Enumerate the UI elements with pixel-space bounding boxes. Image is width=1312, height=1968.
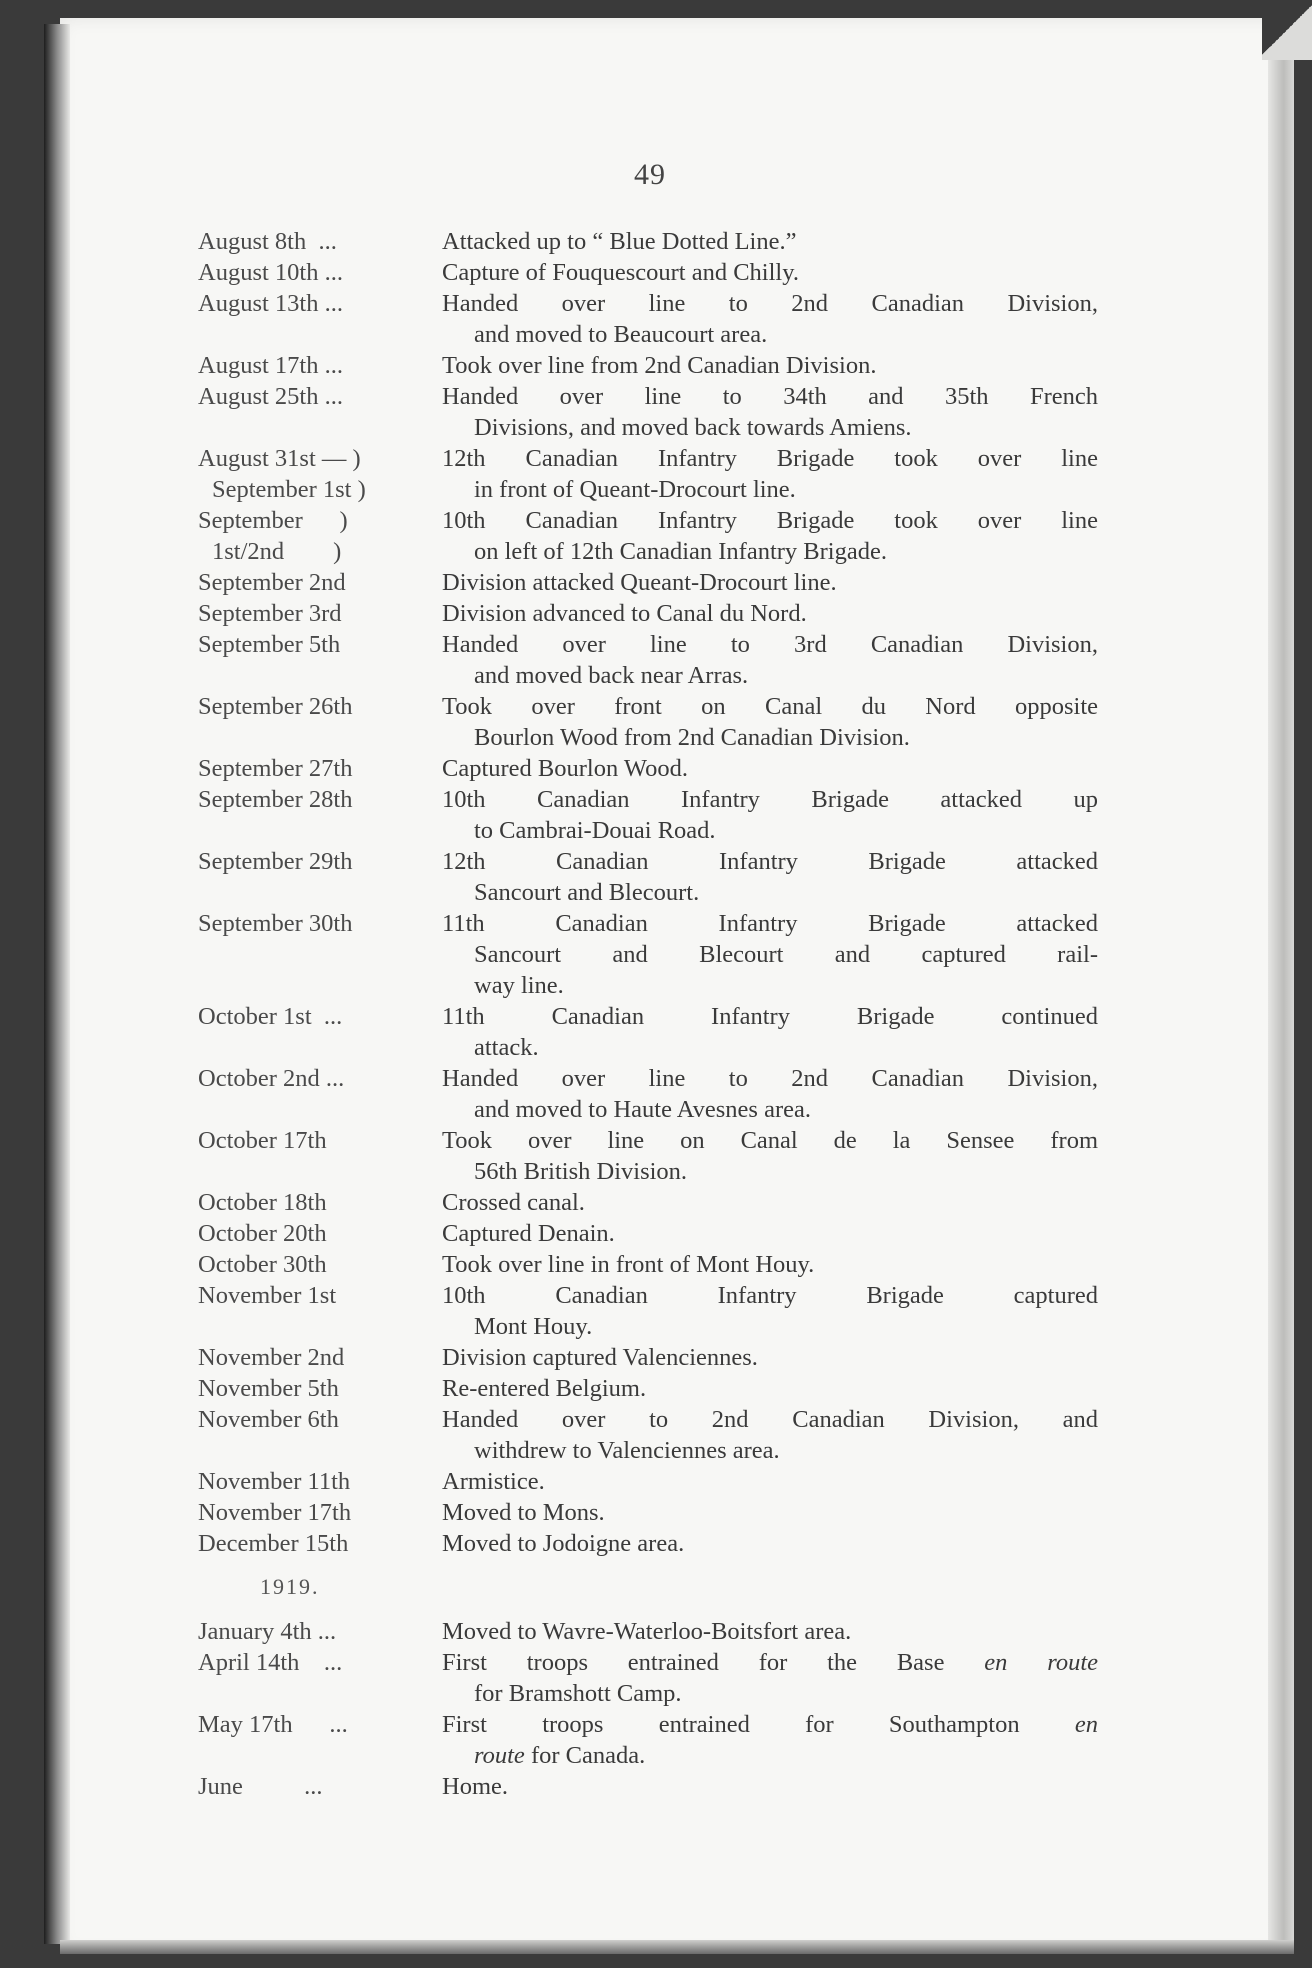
entry-description-line: attack. bbox=[474, 1034, 539, 1061]
timeline-entry bbox=[198, 1342, 1098, 1373]
entry-date-line: November 17th bbox=[198, 1499, 352, 1526]
entry-description bbox=[442, 381, 1098, 443]
entry-description-line: Handed over line to 34th and 35th French bbox=[442, 383, 1098, 410]
entry-date-line: August 8th ... bbox=[198, 228, 337, 255]
entry-description bbox=[442, 567, 1098, 598]
entry-description-line: to Cambrai-Douai Road. bbox=[474, 817, 716, 844]
timeline-entry bbox=[198, 1647, 1098, 1709]
entry-description-line: First troops entrained for Southampton en bbox=[442, 1711, 1098, 1738]
entry-date bbox=[198, 1616, 442, 1647]
timeline-entry bbox=[198, 1404, 1098, 1466]
entry-date bbox=[198, 1709, 442, 1740]
entry-date bbox=[198, 1373, 442, 1404]
entry-date-line: November 2nd bbox=[198, 1344, 345, 1371]
timeline-entry bbox=[198, 1187, 1098, 1218]
entry-description-line: Took over line on Canal de la Sensee from bbox=[442, 1127, 1098, 1154]
entry-date-line: November 5th bbox=[198, 1375, 339, 1402]
entry-description-line: withdrew to Valenciennes area. bbox=[474, 1437, 780, 1464]
timeline-entry bbox=[198, 505, 1098, 567]
entry-date bbox=[198, 753, 442, 784]
entry-description bbox=[442, 753, 1098, 784]
entry-description bbox=[442, 1063, 1098, 1125]
entry-date-line: August 13th ... bbox=[198, 290, 343, 317]
entry-description bbox=[442, 1373, 1098, 1404]
entry-date-line: September 26th bbox=[198, 693, 353, 720]
entry-date bbox=[198, 505, 442, 567]
entry-description bbox=[442, 1497, 1098, 1528]
entry-description-line: Re-entered Belgium. bbox=[442, 1375, 647, 1402]
entry-description-line: Division captured Valenciennes. bbox=[442, 1344, 758, 1371]
entry-description bbox=[442, 846, 1098, 908]
entry-description bbox=[442, 1647, 1098, 1709]
entry-description-line: 11th Canadian Infantry Brigade attacked bbox=[442, 910, 1098, 937]
entry-date bbox=[198, 846, 442, 877]
entry-date-line: August 17th ... bbox=[198, 352, 343, 379]
entry-date bbox=[198, 1218, 442, 1249]
entry-description-line: Capture of Fouquescourt and Chilly. bbox=[442, 259, 800, 286]
entry-description bbox=[442, 350, 1098, 381]
entry-description bbox=[442, 598, 1098, 629]
entry-description-line: Handed over line to 2nd Canadian Division, bbox=[442, 290, 1098, 317]
book-spine-shadow bbox=[44, 24, 70, 1944]
timeline-entry bbox=[198, 784, 1098, 846]
entry-date-line: November 1st bbox=[198, 1282, 337, 1309]
entry-description bbox=[442, 1280, 1098, 1342]
timeline-list bbox=[198, 226, 1098, 1802]
timeline-entry bbox=[198, 1497, 1098, 1528]
entry-date bbox=[198, 1280, 442, 1311]
entry-date bbox=[198, 1404, 442, 1435]
entry-description bbox=[442, 691, 1098, 753]
entry-date bbox=[198, 629, 442, 660]
entry-description-line: Took over line in front of Mont Houy. bbox=[442, 1251, 815, 1278]
entry-date-line: September 27th bbox=[198, 755, 353, 782]
entry-description-line: on left of 12th Canadian Infantry Brigade. bbox=[474, 538, 887, 565]
entry-description bbox=[442, 288, 1098, 350]
entry-date-line: November 11th bbox=[198, 1468, 351, 1495]
entry-date-line: September 3rd bbox=[198, 600, 342, 627]
timeline-entry bbox=[198, 1528, 1098, 1559]
entry-description bbox=[442, 784, 1098, 846]
entry-description-line: Moved to Wavre-Waterloo-Boitsfort area. bbox=[442, 1618, 852, 1645]
entry-date bbox=[198, 1647, 442, 1678]
entry-date bbox=[198, 1125, 442, 1156]
timeline-entry bbox=[198, 1466, 1098, 1497]
entry-date bbox=[198, 381, 442, 412]
entry-description-line: way line. bbox=[474, 972, 564, 999]
entry-description-line: route for Canada. bbox=[474, 1742, 646, 1769]
entry-description-line: Took over line from 2nd Canadian Division. bbox=[442, 352, 877, 379]
entry-date bbox=[198, 350, 442, 381]
entry-description bbox=[442, 1249, 1098, 1280]
entry-date bbox=[198, 226, 442, 257]
entry-description-line: 10th Canadian Infantry Brigade captured bbox=[442, 1282, 1098, 1309]
timeline-entry bbox=[198, 1063, 1098, 1125]
timeline-entry bbox=[198, 908, 1098, 1001]
entry-date-line: September 30th bbox=[198, 910, 353, 937]
entry-description-line: First troops entrained for the Base en route bbox=[442, 1649, 1098, 1676]
entry-date bbox=[198, 1001, 442, 1032]
entry-description-line: Sancourt and Blecourt and captured rail- bbox=[474, 941, 1098, 968]
entry-description-line: Moved to Mons. bbox=[442, 1499, 605, 1526]
entry-description-line: Bourlon Wood from 2nd Canadian Division. bbox=[474, 724, 910, 751]
timeline-entry bbox=[198, 1616, 1098, 1647]
entry-date bbox=[198, 908, 442, 939]
entry-description bbox=[442, 1466, 1098, 1497]
entry-description bbox=[442, 1528, 1098, 1559]
entry-date bbox=[198, 1497, 442, 1528]
entry-date-line: January 4th ... bbox=[198, 1618, 337, 1645]
entry-description-line: Divisions, and moved back towards Amiens. bbox=[474, 414, 912, 441]
entry-date bbox=[198, 1528, 442, 1559]
entry-date-line: October 20th bbox=[198, 1220, 327, 1247]
timeline-entry bbox=[198, 257, 1098, 288]
entry-description-line: 10th Canadian Infantry Brigade attacked up bbox=[442, 786, 1098, 813]
entry-date bbox=[198, 288, 442, 319]
entry-description-line: Home. bbox=[442, 1773, 508, 1800]
entry-date bbox=[198, 257, 442, 288]
entry-description-line: 12th Canadian Infantry Brigade attacked bbox=[442, 848, 1098, 875]
entry-date-line: April 14th ... bbox=[198, 1649, 343, 1676]
entry-description-line: Attacked up to “ Blue Dotted Line.” bbox=[442, 228, 797, 255]
entry-description bbox=[442, 1187, 1098, 1218]
entry-description-line: and moved to Beaucourt area. bbox=[474, 321, 768, 348]
page-number: 49 bbox=[634, 158, 666, 191]
entry-date-line: September 5th bbox=[198, 631, 341, 658]
entry-description bbox=[442, 1404, 1098, 1466]
timeline-entry bbox=[198, 691, 1098, 753]
entry-date-line: October 18th bbox=[198, 1189, 327, 1216]
entry-description-line: Mont Houy. bbox=[474, 1313, 593, 1340]
entry-description-line: Captured Denain. bbox=[442, 1220, 615, 1247]
entry-date-line: November 6th bbox=[198, 1406, 339, 1433]
entry-date-line: October 17th bbox=[198, 1127, 327, 1154]
entry-description-line: Moved to Jodoigne area. bbox=[442, 1530, 685, 1557]
timeline-entry bbox=[198, 598, 1098, 629]
entry-description-line: Division advanced to Canal du Nord. bbox=[442, 600, 807, 627]
entry-date-line: June ... bbox=[198, 1773, 323, 1800]
entry-date-line: September ) bbox=[198, 507, 348, 534]
entry-date-line: October 1st ... bbox=[198, 1003, 343, 1030]
entry-description bbox=[442, 1218, 1098, 1249]
entry-date bbox=[198, 598, 442, 629]
entry-description-line: for Bramshott Camp. bbox=[474, 1680, 682, 1707]
entry-description-line: Armistice. bbox=[442, 1468, 545, 1495]
page-right-edge bbox=[1268, 18, 1294, 1953]
entry-description-line: Took over front on Canal du Nord opposite bbox=[442, 693, 1098, 720]
entry-description bbox=[442, 505, 1098, 567]
entry-description-line: and moved back near Arras. bbox=[474, 662, 749, 689]
entry-date-line: September 28th bbox=[198, 786, 353, 813]
entry-description bbox=[442, 1342, 1098, 1373]
timeline-entry bbox=[198, 567, 1098, 598]
entry-description bbox=[442, 1709, 1098, 1771]
entry-date bbox=[198, 1249, 442, 1280]
timeline-entry bbox=[198, 1709, 1098, 1771]
entry-description-line: Crossed canal. bbox=[442, 1189, 585, 1216]
entry-date bbox=[198, 1342, 442, 1373]
entry-description-line: 56th British Division. bbox=[474, 1158, 688, 1185]
entry-date-line: October 2nd ... bbox=[198, 1065, 345, 1092]
entry-description-line: Handed over line to 3rd Canadian Division, bbox=[442, 631, 1098, 658]
entry-description-line: 12th Canadian Infantry Brigade took over line bbox=[442, 445, 1098, 472]
timeline-entry bbox=[198, 1001, 1098, 1063]
entry-description bbox=[442, 1125, 1098, 1187]
entry-date-line: October 30th bbox=[198, 1251, 327, 1278]
entry-date bbox=[198, 1771, 442, 1802]
entry-description bbox=[442, 1616, 1098, 1647]
timeline-entry bbox=[198, 1218, 1098, 1249]
entry-description-line: Handed over line to 2nd Canadian Division, bbox=[442, 1065, 1098, 1092]
entry-date bbox=[198, 1187, 442, 1218]
year-heading: 1919. bbox=[260, 1574, 320, 1599]
timeline-entry bbox=[198, 1125, 1098, 1187]
entry-description bbox=[442, 226, 1098, 257]
entry-description-line: Handed over to 2nd Canadian Division, and bbox=[442, 1406, 1098, 1433]
entry-date bbox=[198, 443, 442, 505]
timeline-entry bbox=[198, 753, 1098, 784]
entry-date-line: August 10th ... bbox=[198, 259, 343, 286]
entry-description-line: in front of Queant-Drocourt line. bbox=[474, 476, 796, 503]
entry-description-line: Division attacked Queant-Drocourt line. bbox=[442, 569, 837, 596]
timeline-entry bbox=[198, 1280, 1098, 1342]
timeline-entry bbox=[198, 629, 1098, 691]
page-bottom-edge bbox=[60, 1940, 1294, 1954]
timeline-entry bbox=[198, 226, 1098, 257]
entry-description-line: 10th Canadian Infantry Brigade took over line bbox=[442, 507, 1098, 534]
entry-description-line: Captured Bourlon Wood. bbox=[442, 755, 688, 782]
entry-description bbox=[442, 257, 1098, 288]
timeline-entry bbox=[198, 846, 1098, 908]
timeline-entry bbox=[198, 1249, 1098, 1280]
entry-date-line: May 17th ... bbox=[198, 1711, 348, 1738]
timeline-entry bbox=[198, 1771, 1098, 1802]
page-corner-fold bbox=[1262, 0, 1312, 60]
entry-description bbox=[442, 908, 1098, 1001]
entry-date bbox=[198, 567, 442, 598]
entry-date-line: September 29th bbox=[198, 848, 353, 875]
timeline-entry bbox=[198, 350, 1098, 381]
entry-description bbox=[442, 1771, 1098, 1802]
entry-date-line: December 15th bbox=[198, 1530, 349, 1557]
entry-description bbox=[442, 443, 1098, 505]
entry-description-line: and moved to Haute Avesnes area. bbox=[474, 1096, 811, 1123]
entry-date bbox=[198, 691, 442, 722]
entry-date-line: August 25th ... bbox=[198, 383, 343, 410]
entry-description bbox=[442, 1001, 1098, 1063]
entry-description bbox=[442, 629, 1098, 691]
timeline-entry bbox=[198, 443, 1098, 505]
entry-date bbox=[198, 784, 442, 815]
entry-date bbox=[198, 1466, 442, 1497]
timeline-entry bbox=[198, 1373, 1098, 1404]
entry-date-line: September 2nd bbox=[198, 569, 346, 596]
entry-description-line: 11th Canadian Infantry Brigade continued bbox=[442, 1003, 1098, 1030]
entry-date-line: August 31st — ) bbox=[198, 445, 361, 472]
entry-date-line: September 1st ) bbox=[212, 476, 366, 503]
timeline-entry bbox=[198, 288, 1098, 350]
timeline-entry bbox=[198, 381, 1098, 443]
entry-date-line: 1st/2nd ) bbox=[212, 538, 342, 565]
entry-description-line: Sancourt and Blecourt. bbox=[474, 879, 700, 906]
entry-date bbox=[198, 1063, 442, 1094]
